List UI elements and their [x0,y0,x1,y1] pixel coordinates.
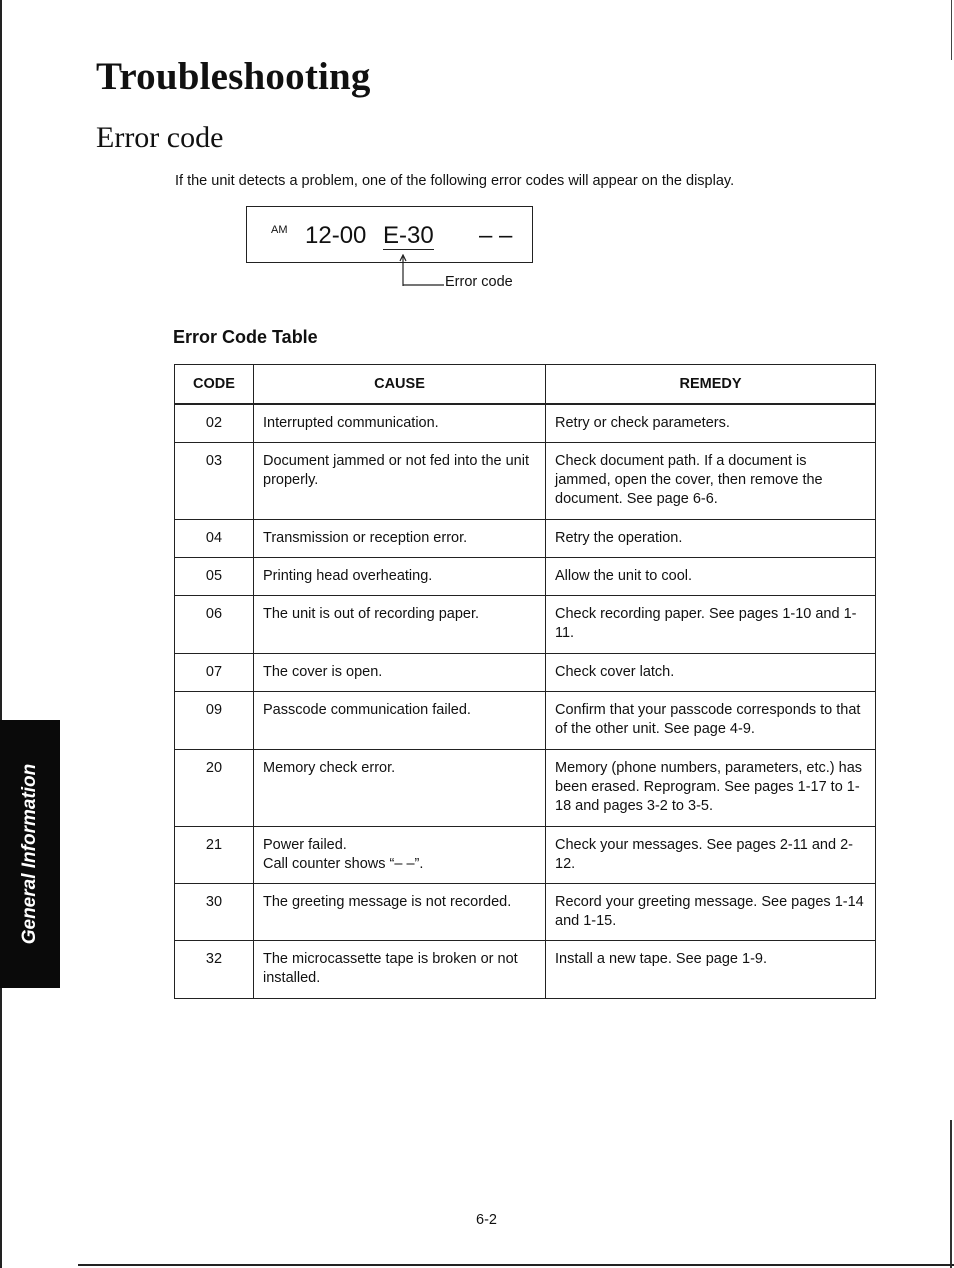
table-row [175,519,876,557]
cell-cause [254,749,546,826]
cell-code: 30 [175,883,254,940]
cell-code: 02 [175,404,254,442]
cause-line: Document jammed or not fed into the unit properly. [263,452,529,488]
table-header-row [175,365,876,405]
cell-cause [254,404,546,442]
table-row [175,749,876,826]
cell-remedy: Retry the operation. [546,519,876,557]
error-code-caption: Error code [445,274,513,290]
display-dashes: – – [479,222,513,249]
section-title: Error code [96,121,224,154]
table-row [175,940,876,998]
page-border-right-top [951,0,952,60]
display-error-code: E-30 [383,222,434,249]
cell-cause [254,595,546,653]
cell-cause [254,883,546,940]
cell-cause [254,653,546,691]
cell-code: 06 [175,595,254,653]
cause-line: The greeting message is not recorded. [263,893,512,910]
lcd-display-example [246,206,533,263]
cell-remedy: Memory (phone numbers, parameters, etc.) has been erased. Reprogram. See pages 1-17 to 1-18 and pages 3-2 to 3-5. [546,749,876,826]
cause-line: Power failed. [263,836,347,853]
cell-remedy: Confirm that your passcode corresponds to that of the other unit. See page 4-9. [546,691,876,749]
cell-code: 07 [175,653,254,691]
cell-cause [254,691,546,749]
cell-code: 09 [175,691,254,749]
table-heading: Error Code Table [173,327,318,347]
table-row [175,883,876,940]
page-number: 6-2 [476,1212,497,1228]
cell-code: 32 [175,940,254,998]
error-code-pointer-arrow [396,254,446,288]
cause-line: Call counter shows “– –”. [263,855,424,872]
cause-line: The unit is out of recording paper. [263,605,480,622]
table-row [175,557,876,595]
cause-line: The cover is open. [263,663,383,680]
side-tab-label: General Information [19,763,40,945]
intro-text: If the unit detects a problem, one of the following error codes will appear on the display. [175,173,735,189]
cell-cause [254,826,546,883]
cause-line: Interrupted communication. [263,415,439,431]
cell-cause [254,557,546,595]
cause-line: Memory check error. [263,759,396,776]
cell-remedy: Check cover latch. [546,653,876,691]
cell-remedy: Check document path. If a document is jammed, open the cover, then remove the document. See page 6-6. [546,442,876,519]
cell-code: 04 [175,519,254,557]
page-border-left [0,0,2,1268]
cell-cause [254,519,546,557]
cell-remedy: Install a new tape. See page 1-9. [546,940,876,998]
cell-remedy: Retry or check parameters. [546,404,876,442]
side-tab [0,720,60,988]
cell-code: 20 [175,749,254,826]
page-border-right-bottom [950,1120,952,1268]
page-title: Troubleshooting [96,55,371,98]
cell-remedy: Check recording paper. See pages 1-10 and 1-11. [546,595,876,653]
table-row [175,691,876,749]
cell-cause [254,940,546,998]
page-border-bottom [78,1264,954,1266]
table-row [175,404,876,442]
cell-code: 03 [175,442,254,519]
cause-line: Printing head overheating. [263,567,433,584]
table-row [175,595,876,653]
cell-code: 05 [175,557,254,595]
cell-cause [254,442,546,519]
table-row [175,653,876,691]
column-header-code: CODE [175,365,254,405]
table-row [175,826,876,883]
cause-line: Passcode communication failed. [263,701,471,718]
cell-remedy: Allow the unit to cool. [546,557,876,595]
display-time: 12-00 [305,222,367,249]
cause-line: The microcassette tape is broken or not installed. [263,950,518,986]
cell-code: 21 [175,826,254,883]
cell-remedy: Check your messages. See pages 2-11 and 2-12. [546,826,876,883]
error-code-table [174,364,876,999]
cause-line: Transmission or reception error. [263,529,468,546]
column-header-remedy: REMEDY [546,365,876,405]
cell-remedy: Record your greeting message. See pages 1-14 and 1-15. [546,883,876,940]
table-row [175,442,876,519]
display-am: AM [271,224,288,236]
column-header-cause: CAUSE [254,365,546,405]
